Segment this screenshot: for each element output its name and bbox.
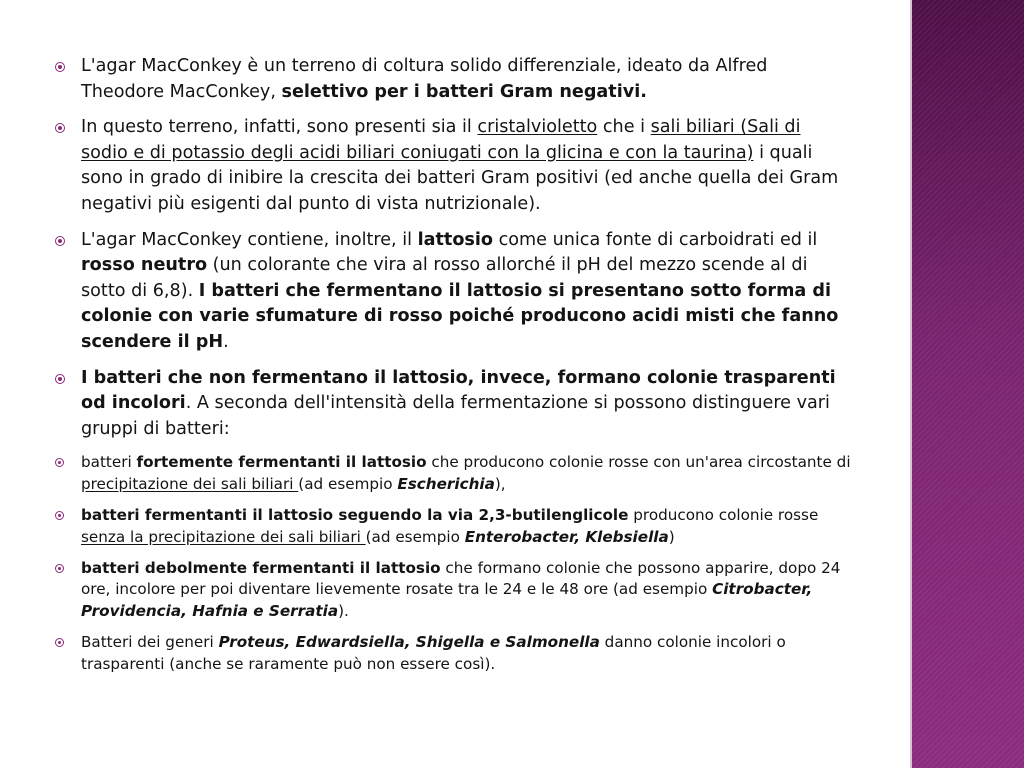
bullet-text	[81, 230, 838, 352]
bold-text: fortemente fermentanti il lattosio	[136, 453, 427, 472]
underlined-text: cristalvioletto	[477, 117, 598, 138]
bold-text: batteri fermentanti il lattosio seguendo la via 2,3-butilenglicole	[81, 505, 629, 524]
bullet-text	[81, 56, 767, 102]
text-segment: )	[668, 527, 675, 546]
slide-content	[52, 54, 852, 684]
bold-text: lattosio	[417, 229, 493, 250]
text-segment: ).	[338, 602, 349, 621]
text-segment: come unica fonte di carboidrati ed il	[493, 229, 818, 250]
text-segment: In questo terreno, infatti, sono presenti sia il	[81, 117, 478, 138]
text-segment: (ad esempio	[365, 527, 465, 546]
bullet-item	[52, 452, 852, 496]
underlined-text: sali biliari (Sali di sodio e di potassio degli acidi biliari coniugati con la glicina e con la taurina)	[81, 117, 801, 163]
bullet-text	[81, 453, 851, 493]
bullet-circle-icon	[55, 638, 64, 647]
bullet-circle-icon	[55, 511, 64, 520]
bold-italic-text: Proteus, Edwardsiella, Shigella e Salmonella	[218, 632, 600, 651]
bullet-circle-icon	[55, 123, 65, 133]
bullet-item	[52, 505, 852, 549]
text-segment: ),	[494, 475, 506, 494]
bold-italic-text: Escherichia	[397, 475, 495, 494]
bullet-item	[52, 115, 852, 217]
bullet-text	[81, 368, 836, 439]
text-segment: che i	[597, 117, 651, 138]
bullet-text	[81, 559, 840, 621]
bullet-item	[52, 558, 852, 623]
bullet-text	[81, 633, 786, 673]
bold-text: rosso neutro	[81, 255, 208, 276]
underlined-text: senza la precipitazione dei sali biliari	[81, 527, 366, 546]
bullet-text	[81, 117, 838, 214]
bold-text: I batteri che non fermentano il lattosio, invece, formano colonie trasparenti od incolori	[81, 367, 836, 414]
bold-italic-text: Enterobacter, Klebsiella	[464, 527, 669, 546]
text-segment: (ad esempio	[298, 475, 398, 494]
bullet-circle-icon	[55, 374, 65, 384]
bold-text: I batteri che fermentano il lattosio si presentano sotto forma di colonie con varie sfumature di rosso poiché producono acidi misti che fanno scendere il pH	[81, 280, 839, 352]
text-segment: producono colonie rosse	[628, 505, 819, 524]
bullet-item	[52, 228, 852, 356]
bullet-item	[52, 632, 852, 676]
text-segment: i quali sono in grado di inibire la crescita dei batteri Gram positivi (ed anche quella dei Gram negativi più esigenti dal punto di vista nutrizionale).	[81, 142, 839, 214]
bullet-circle-icon	[55, 564, 64, 573]
bullet-circle-icon	[55, 236, 65, 246]
bold-text: selettivo per i batteri Gram negativi.	[281, 81, 647, 102]
bullet-circle-icon	[55, 458, 64, 467]
bullet-item	[52, 54, 852, 105]
bold-italic-text: Citrobacter, Providencia, Hafnia e Serratia	[81, 580, 813, 621]
text-segment: Batteri dei generi	[81, 632, 219, 651]
text-segment: batteri	[81, 453, 137, 472]
bullet-item	[52, 366, 852, 443]
text-segment: .	[223, 331, 229, 352]
bold-text: batteri debolmente fermentanti il lattosio	[81, 558, 441, 577]
text-segment: danno colonie incolori o trasparenti (anche se raramente può non essere così).	[81, 632, 786, 673]
underlined-text: precipitazione dei sali biliari	[81, 475, 299, 494]
text-segment: L'agar MacConkey è un terreno di coltura solido differenziale, ideato da Alfred Theodore MacConkey,	[81, 56, 768, 102]
bullet-text	[81, 506, 818, 546]
decorative-side-panel	[912, 0, 1024, 768]
text-segment: L'agar MacConkey contiene, inoltre, il	[81, 229, 418, 250]
bullet-circle-icon	[55, 62, 65, 72]
text-segment: che producono colonie rosse con un'area circostante di	[426, 453, 851, 472]
text-segment: che formano colonie che possono apparire, dopo 24 ore, incolore per poi diventare lievemente rosate tra le 24 e le 48 ore (ad esempio	[81, 558, 841, 599]
text-segment: (un colorante che vira al rosso allorché il pH del mezzo scende al di sotto di 6,8).	[81, 255, 808, 301]
text-segment: . A seconda dell'intensità della fermentazione si possono distinguere vari gruppi di batteri:	[81, 393, 830, 439]
